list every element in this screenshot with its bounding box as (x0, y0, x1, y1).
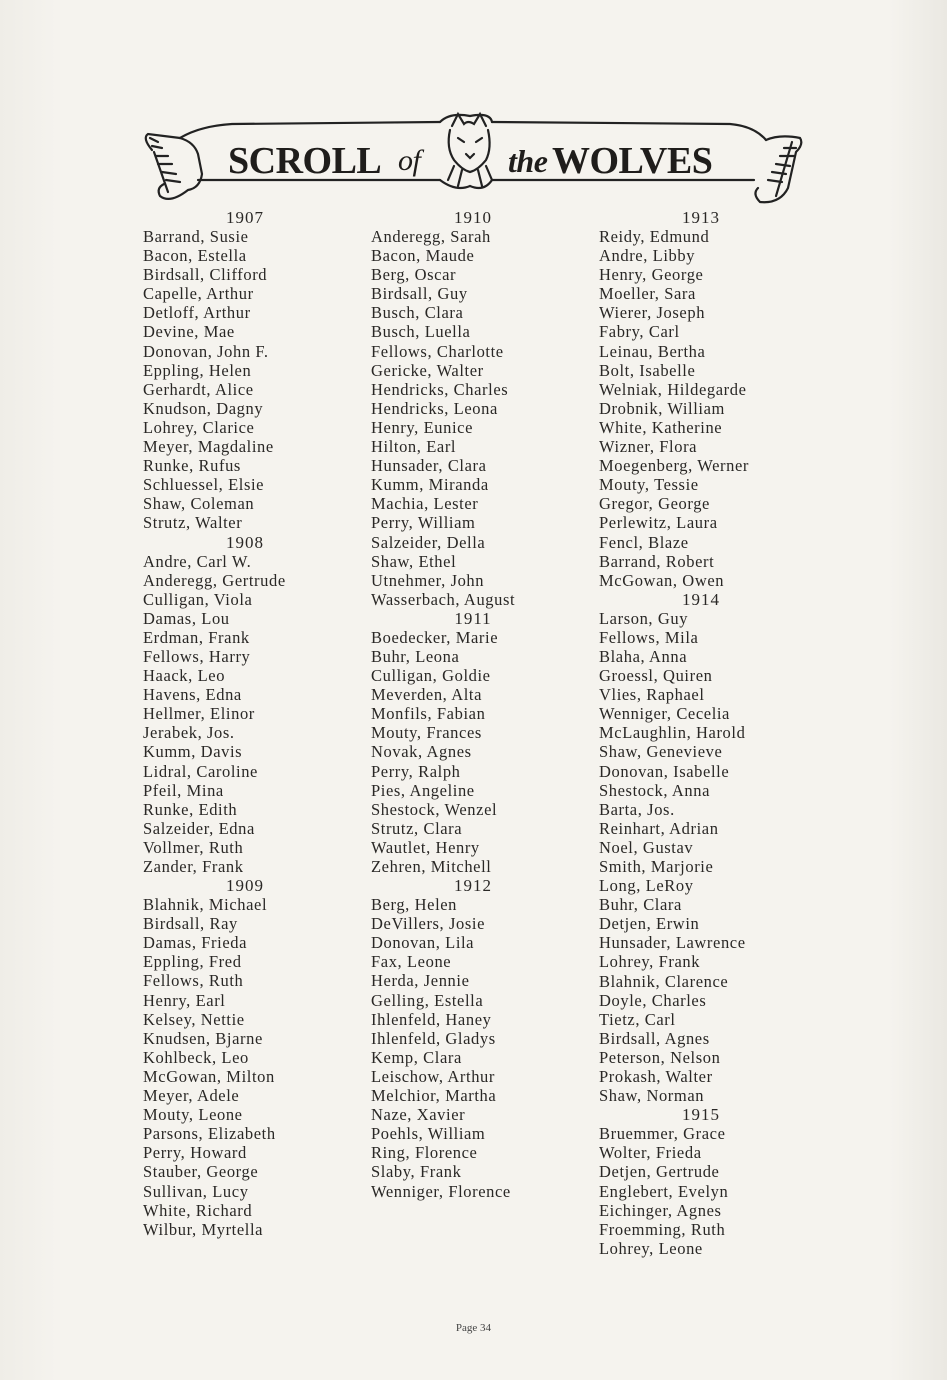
member-name: Henry, George (599, 265, 704, 285)
member-name: Shestock, Anna (599, 780, 711, 800)
member-name: Havens, Edna (143, 685, 242, 705)
member-name: Mouty, Leone (143, 1105, 243, 1125)
member-name: White, Katherine (599, 417, 723, 437)
member-name: Kumm, Miranda (371, 475, 489, 495)
member-name: Runke, Edith (143, 799, 238, 819)
member-name: Strutz, Clara (371, 818, 463, 838)
member-name: Fellows, Ruth (143, 971, 244, 991)
member-name: Barrand, Susie (143, 227, 249, 246)
member-name: Hunsader, Lawrence (599, 933, 746, 953)
member-name: Capelle, Arthur (143, 284, 254, 304)
class-year-heading: 1908 (226, 532, 264, 552)
member-name: Detjen, Gertrude (599, 1162, 720, 1182)
banner-word-of: of (398, 144, 421, 177)
member-name: Eppling, Helen (143, 360, 252, 380)
member-name: Wierer, Joseph (599, 303, 706, 323)
member-name: Slaby, Frank (371, 1162, 462, 1182)
member-name: Tietz, Carl (599, 1009, 676, 1029)
member-name: Perry, Howard (143, 1143, 247, 1163)
class-year-heading: 1910 (454, 208, 492, 227)
member-name: Blahnik, Michael (143, 895, 268, 915)
member-name: Schluessel, Elsie (143, 475, 265, 495)
member-name: Damas, Lou (143, 608, 230, 628)
member-name: Birdsall, Agnes (599, 1028, 710, 1048)
banner-word-the: the (508, 143, 548, 179)
class-year-heading: 1907 (226, 208, 264, 227)
member-name: Welniak, Hildegarde (599, 379, 747, 399)
member-name: Buhr, Clara (599, 895, 682, 915)
member-name: Stauber, George (143, 1162, 259, 1182)
member-name: Leischow, Arthur (371, 1066, 496, 1086)
member-name: Donovan, Isabelle (599, 761, 730, 781)
class-year-heading: 1914 (682, 589, 720, 609)
column-1 (143, 208, 383, 1239)
member-name: Salzeider, Della (371, 532, 486, 552)
scroll-banner (140, 108, 810, 212)
member-name: Lohrey, Frank (599, 952, 701, 972)
member-name: Poehls, William (371, 1124, 486, 1144)
member-name: Blahnik, Clarence (599, 971, 729, 991)
member-name: Berg, Oscar (371, 265, 457, 285)
banner-word-wolves: WOLVES (552, 140, 713, 182)
member-name: Zander, Frank (143, 857, 244, 876)
member-name: Gerhardt, Alice (143, 379, 254, 399)
member-name: Moeller, Sara (599, 284, 696, 304)
member-name: Wolter, Frieda (599, 1143, 702, 1163)
member-name: Shaw, Norman (599, 1086, 705, 1106)
column-3 (599, 208, 839, 1258)
member-name: Noel, Gustav (599, 837, 694, 857)
member-name: Blaha, Anna (599, 646, 688, 666)
member-name: Detloff, Arthur (143, 303, 251, 323)
member-name: Busch, Clara (371, 303, 464, 323)
member-name: Hendricks, Charles (371, 379, 509, 399)
member-name: Vlies, Raphael (599, 685, 705, 705)
member-name: Mouty, Tessie (599, 475, 699, 495)
member-name: Lidral, Caroline (143, 761, 258, 781)
member-name: Lohrey, Leone (599, 1238, 703, 1258)
member-name: Wenniger, Florence (371, 1181, 511, 1201)
member-name: Bacon, Maude (371, 246, 475, 266)
member-name: Prokash, Walter (599, 1067, 713, 1087)
member-name: Sullivan, Lucy (143, 1181, 249, 1201)
member-name: Utnehmer, John (371, 570, 485, 590)
member-name: Novak, Agnes (371, 742, 472, 762)
member-name: Wilbur, Myrtella (143, 1219, 264, 1239)
member-name: Perry, Ralph (371, 761, 461, 781)
class-year-heading: 1912 (454, 876, 492, 896)
member-name: Moegenberg, Werner (599, 456, 749, 476)
member-name: Birdsall, Guy (371, 284, 468, 304)
class-year-heading: 1911 (454, 608, 492, 628)
member-name: Andre, Carl W. (143, 551, 252, 571)
member-name: Anderegg, Gertrude (143, 570, 286, 590)
member-name: Wautlet, Henry (371, 837, 480, 857)
member-name: Kemp, Clara (371, 1047, 462, 1067)
member-name: Jerabek, Jos. (143, 723, 235, 743)
member-name: Knudson, Dagny (143, 398, 264, 418)
member-name: Damas, Frieda (143, 933, 248, 953)
member-name: Anderegg, Sarah (371, 227, 491, 246)
member-name: Bruemmer, Grace (599, 1124, 726, 1144)
member-name: Doyle, Charles (599, 990, 707, 1010)
member-name: Parsons, Elizabeth (143, 1124, 276, 1144)
member-name: Andre, Libby (599, 246, 696, 266)
class-year-heading: 1909 (226, 876, 264, 896)
member-name: Reidy, Edmund (599, 227, 710, 246)
member-name: Ihlenfeld, Haney (371, 1009, 492, 1029)
member-name: Ihlenfeld, Gladys (371, 1028, 496, 1048)
member-name: Drobnik, William (599, 398, 725, 418)
member-name: Buhr, Leona (371, 646, 460, 666)
member-name: Birdsall, Ray (143, 914, 238, 934)
member-name: Donovan, Lila (371, 933, 475, 953)
member-name: Fellows, Charlotte (371, 341, 504, 361)
member-name: Eppling, Fred (143, 952, 242, 972)
page-number: Page 34 (455, 1322, 492, 1334)
member-name: Ring, Florence (371, 1143, 478, 1163)
member-name: Meyer, Magdaline (143, 437, 274, 457)
member-name: Englebert, Evelyn (599, 1181, 729, 1201)
member-name: Haack, Leo (143, 666, 226, 686)
member-name: Gericke, Walter (371, 360, 484, 380)
member-name: McGowan, Milton (143, 1066, 275, 1086)
member-name: Gregor, George (599, 494, 710, 514)
member-name: Meyer, Adele (143, 1086, 240, 1106)
member-name: Melchior, Martha (371, 1086, 497, 1106)
member-name: White, Richard (143, 1200, 253, 1220)
member-name: Busch, Luella (371, 322, 471, 342)
member-name: Hunsader, Clara (371, 456, 487, 476)
member-name: Lohrey, Clarice (143, 417, 255, 437)
member-name: Culligan, Viola (143, 589, 253, 609)
member-name: Reinhart, Adrian (599, 818, 719, 838)
banner-word-scroll: SCROLL (228, 140, 382, 182)
member-name: Fencl, Blaze (599, 532, 689, 552)
member-name: Leinau, Bertha (599, 341, 706, 361)
member-name: Salzeider, Edna (143, 818, 255, 838)
column-2 (371, 208, 611, 1201)
member-name: Wizner, Flora (599, 437, 698, 457)
member-name: Berg, Helen (371, 895, 458, 915)
member-name: Herda, Jennie (371, 971, 470, 991)
member-name: McGowan, Owen (599, 570, 725, 590)
member-name: Barrand, Robert (599, 551, 715, 571)
member-name: Devine, Mae (143, 322, 235, 342)
member-name: Peterson, Nelson (599, 1047, 721, 1067)
member-name: Pfeil, Mina (143, 780, 224, 800)
member-name: Runke, Rufus (143, 456, 241, 476)
member-name: Larson, Guy (599, 608, 689, 628)
member-name: Long, LeRoy (599, 876, 694, 896)
member-name: Smith, Marjorie (599, 857, 714, 876)
member-name: Wenniger, Cecelia (599, 704, 730, 724)
member-name: Barta, Jos. (599, 799, 675, 819)
member-name: Hendricks, Leona (371, 398, 498, 418)
member-name: Shestock, Wenzel (371, 799, 498, 819)
member-name: Shaw, Coleman (143, 494, 255, 514)
member-name: Zehren, Mitchell (371, 857, 492, 876)
member-name: Strutz, Walter (143, 513, 243, 533)
member-name: Froemming, Ruth (599, 1219, 726, 1239)
member-name: Donovan, John F. (143, 341, 269, 361)
member-name: Kumm, Davis (143, 742, 243, 762)
member-name: Hellmer, Elinor (143, 704, 255, 724)
member-name: Kelsey, Nettie (143, 1009, 245, 1029)
member-name: Henry, Eunice (371, 417, 474, 437)
member-name: Shaw, Genevieve (599, 742, 723, 762)
member-name: Birdsall, Clifford (143, 265, 268, 285)
member-name: Knudsen, Bjarne (143, 1028, 263, 1048)
member-name: Naze, Xavier (371, 1105, 466, 1125)
member-name: DeVillers, Josie (371, 914, 486, 934)
member-name: Gelling, Estella (371, 990, 484, 1010)
member-name: Fellows, Harry (143, 646, 251, 666)
member-name: Perlewitz, Laura (599, 513, 718, 533)
member-name: Culligan, Goldie (371, 666, 491, 686)
member-name: Detjen, Erwin (599, 914, 700, 934)
member-name: Bacon, Estella (143, 246, 247, 266)
member-name: Kohlbeck, Leo (143, 1047, 249, 1067)
member-name: Meverden, Alta (371, 685, 483, 705)
member-name: Eichinger, Agnes (599, 1200, 722, 1220)
member-name: Shaw, Ethel (371, 551, 457, 571)
member-name: Groessl, Quiren (599, 666, 713, 686)
member-name: Boedecker, Marie (371, 627, 499, 647)
class-year-heading: 1915 (682, 1105, 720, 1125)
class-year-heading: 1913 (682, 208, 720, 227)
member-name: Fax, Leone (371, 952, 452, 972)
banner-title (140, 136, 810, 186)
member-name: Henry, Earl (143, 990, 226, 1010)
member-name: Fellows, Mila (599, 627, 699, 647)
member-name: Fabry, Carl (599, 322, 680, 342)
member-name: Pies, Angeline (371, 780, 475, 800)
member-name: McLaughlin, Harold (599, 723, 746, 743)
member-name: Mouty, Frances (371, 723, 482, 743)
member-name: Bolt, Isabelle (599, 360, 696, 380)
member-name: Machia, Lester (371, 494, 479, 514)
member-name: Vollmer, Ruth (143, 837, 244, 857)
member-name: Hilton, Earl (371, 437, 457, 457)
member-name: Wasserbach, August (371, 589, 516, 609)
member-name: Perry, William (371, 513, 476, 533)
member-name: Erdman, Frank (143, 627, 250, 647)
member-name: Monfils, Fabian (371, 704, 486, 724)
